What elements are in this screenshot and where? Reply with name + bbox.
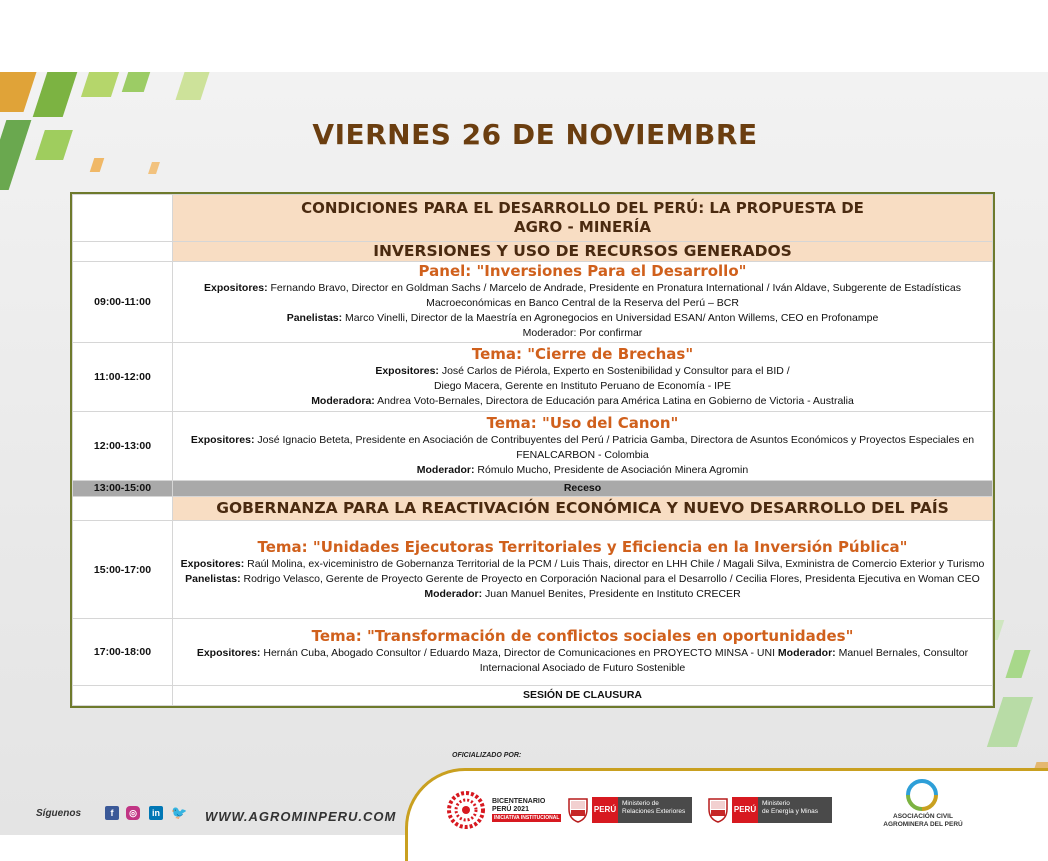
role-label: Moderador: xyxy=(424,587,483,600)
bicentenario-line: BICENTENARIO xyxy=(492,798,546,805)
twitter-icon[interactable]: 🐦 xyxy=(171,805,188,820)
decor-shape xyxy=(90,158,105,172)
decor-shape xyxy=(0,72,36,112)
recess-cell: Receso xyxy=(173,480,993,496)
session-cell xyxy=(173,618,993,685)
asociacion-line: AGROMINERA DEL PERÚ xyxy=(883,821,963,828)
time-cell: 13:00-15:00 xyxy=(73,480,173,496)
table-row xyxy=(73,343,993,412)
role-label: Moderador: xyxy=(416,463,475,476)
ministerio-line: de Energía y Minas xyxy=(762,808,819,815)
ministerio-line: Ministerio xyxy=(762,800,790,807)
role-text: Diego Macera, Gerente en Instituto Peruano de Economía - IPE xyxy=(433,379,732,392)
session-cell xyxy=(173,261,993,342)
session-line xyxy=(175,433,990,463)
agenda-frame xyxy=(70,192,995,708)
role-text: Moderador: Por confirmar xyxy=(522,327,643,340)
header-title-cell xyxy=(173,195,993,242)
role-label: Expositores: xyxy=(180,557,245,570)
ministerio-rree xyxy=(618,797,692,823)
role-text: Hernán Cuba, Abogado Consultor / Eduardo Maza, Director de Comunicaciones en PROYECTO MINSA - UNI xyxy=(260,647,778,660)
table-row xyxy=(73,497,993,521)
role-text: Fernando Bravo, Director en Goldman Sachs / Marcelo de Andrade, Presidente en Pronatura International / Iván Aldave, Subgerente de Estadísticas Macroeconómicas en Banco Central de la Reserva del Perú – BCR xyxy=(267,282,961,310)
closing-cell: SESIÓN DE CLAUSURA xyxy=(173,685,993,705)
role-text: Rómulo Mucho, Presidente de Asociación Minera Agromin xyxy=(474,463,749,476)
bicentenario-text xyxy=(492,798,561,822)
table-row xyxy=(73,685,993,705)
section-title-cell xyxy=(173,241,993,261)
peru-label: PERÚ xyxy=(732,797,758,823)
section-title: GOBERNANZA PARA LA REACTIVACIÓN ECONÓMICA Y NUEVO DESARROLLO DEL PAÍS xyxy=(216,499,949,518)
time-cell xyxy=(73,497,173,521)
session-line xyxy=(175,572,990,587)
time-cell: 11:00-12:00 xyxy=(73,343,173,412)
time-cell xyxy=(73,195,173,242)
session-line xyxy=(175,463,990,478)
asociacion-text xyxy=(868,813,978,829)
section-title: INVERSIONES Y USO DE RECURSOS GENERADOS xyxy=(373,241,792,260)
role-text: Raúl Molina, ex-viceministro de Gobernanza Territorial de la PCM / Luis Thais, director en LHH Chile / Magali Silva, Exministra de Comercio Exterior y Turismo xyxy=(244,557,985,570)
session-line xyxy=(175,557,990,572)
session-topic: Tema: "Uso del Canon" xyxy=(486,413,679,432)
decor-shape xyxy=(122,72,150,92)
role-label: Panelistas: xyxy=(185,572,241,585)
header-line-1: CONDICIONES PARA EL DESARROLLO DEL PERÚ: LA PROPUESTA DE xyxy=(301,198,864,217)
session-line xyxy=(175,281,990,311)
time-cell: 15:00-17:00 xyxy=(73,521,173,618)
session-line xyxy=(175,646,990,676)
bicentenario-line: PERÚ 2021 xyxy=(492,806,529,813)
role-text: José Carlos de Piérola, Experto en Sostenibilidad y Consultor para el BID / xyxy=(438,364,790,377)
session-line xyxy=(175,394,990,409)
officializado-label: OFICIALIZADO POR: xyxy=(452,752,522,759)
table-row xyxy=(73,480,993,496)
ministerio-line: Ministerio de xyxy=(622,800,659,807)
session-line xyxy=(175,311,990,326)
table-row xyxy=(73,261,993,342)
session-cell xyxy=(173,343,993,412)
asociacion-line: ASOCIACIÓN CIVIL xyxy=(893,813,953,820)
session-cell xyxy=(173,411,993,480)
time-cell: 12:00-13:00 xyxy=(73,411,173,480)
agromin-logo-icon xyxy=(903,778,941,812)
session-line xyxy=(175,326,990,341)
section-title-cell xyxy=(173,497,993,521)
session-line xyxy=(175,364,990,379)
session-line xyxy=(175,379,990,394)
facebook-icon[interactable]: f xyxy=(105,806,119,820)
time-cell: 09:00-11:00 xyxy=(73,261,173,342)
role-text: Rodrigo Velasco, Gerente de Proyecto Gerente de Proyecto en Corporación Nacional para el Desarrollo / Cecilia Flores, Presidenta Ejecutiva en Woman CEO xyxy=(240,572,980,585)
bicentenario-line: INICIATIVA INSTITUCIONAL xyxy=(494,815,560,821)
role-text: Marco Vinelli, Director de la Maestría en Agronegocios en Universidad ESAN/ Anton Willems, CEO en Profonampe xyxy=(342,312,879,325)
instagram-icon[interactable]: ◎ xyxy=(126,806,140,820)
role-label: Moderadora: xyxy=(311,394,375,407)
ministerio-minem xyxy=(758,797,832,823)
table-row xyxy=(73,618,993,685)
ministerio-line: Relaciones Exteriores xyxy=(622,808,686,815)
role-text: José Ignacio Beteta, Presidente en Asociación de Contribuyentes del Perú / Patricia Gamba, Directora de Asuntos Económicos y Proyectos Especiales en FENALCARBON - Colombia xyxy=(254,433,975,461)
decor-shape xyxy=(81,72,119,97)
peru-shield-icon xyxy=(567,797,589,823)
bicentenario-logo xyxy=(444,790,488,830)
time-cell xyxy=(73,685,173,705)
table-row xyxy=(73,195,993,242)
role-label: Expositores: xyxy=(190,433,255,446)
session-topic: Tema: "Cierre de Brechas" xyxy=(471,344,694,363)
time-cell xyxy=(73,241,173,261)
session-topic: Tema: "Unidades Ejecutoras Territoriales y Eficiencia en la Inversión Pública" xyxy=(257,537,908,556)
decor-shape xyxy=(33,72,78,117)
table-row xyxy=(73,411,993,480)
agenda-table xyxy=(72,194,993,706)
session-line xyxy=(175,587,990,602)
session-topic: Panel: "Inversiones Para el Desarrollo" xyxy=(418,262,747,281)
page-title: VIERNES 26 DE NOVIEMBRE xyxy=(312,118,758,151)
role-label: Expositores: xyxy=(375,364,439,377)
decor-shape xyxy=(148,162,160,174)
decor-shape xyxy=(175,72,209,100)
session-topic: Tema: "Transformación de conflictos sociales en oportunidades" xyxy=(311,627,854,646)
session-cell xyxy=(173,521,993,618)
role-text: Juan Manuel Benites, Presidente en Instituto CRECER xyxy=(482,587,741,600)
decor-shape xyxy=(1005,650,1030,678)
role-label: Moderador: xyxy=(777,647,836,660)
peru-shield-icon xyxy=(707,797,729,823)
linkedin-icon[interactable]: in xyxy=(149,806,163,820)
role-label: Expositores: xyxy=(203,282,268,295)
table-row xyxy=(73,241,993,261)
role-text: Andrea Voto-Bernales, Directora de Educación para América Latina en Gobierno de Victoria - Australia xyxy=(374,394,854,407)
siguenos-label: Síguenos xyxy=(36,808,82,819)
role-text: Manuel Bernales, Consultor Internacional Asociado de Futuro Sostenible xyxy=(479,647,969,675)
role-label: Expositores: xyxy=(196,647,261,660)
table-row xyxy=(73,521,993,618)
bicentenario-emblem-icon xyxy=(444,790,488,830)
website-link[interactable]: WWW.AGROMINPERU.COM xyxy=(205,809,397,824)
role-label: Panelistas: xyxy=(286,312,343,325)
peru-label: PERÚ xyxy=(592,797,618,823)
time-cell: 17:00-18:00 xyxy=(73,618,173,685)
header-line-2: AGRO - MINERÍA xyxy=(514,217,651,236)
